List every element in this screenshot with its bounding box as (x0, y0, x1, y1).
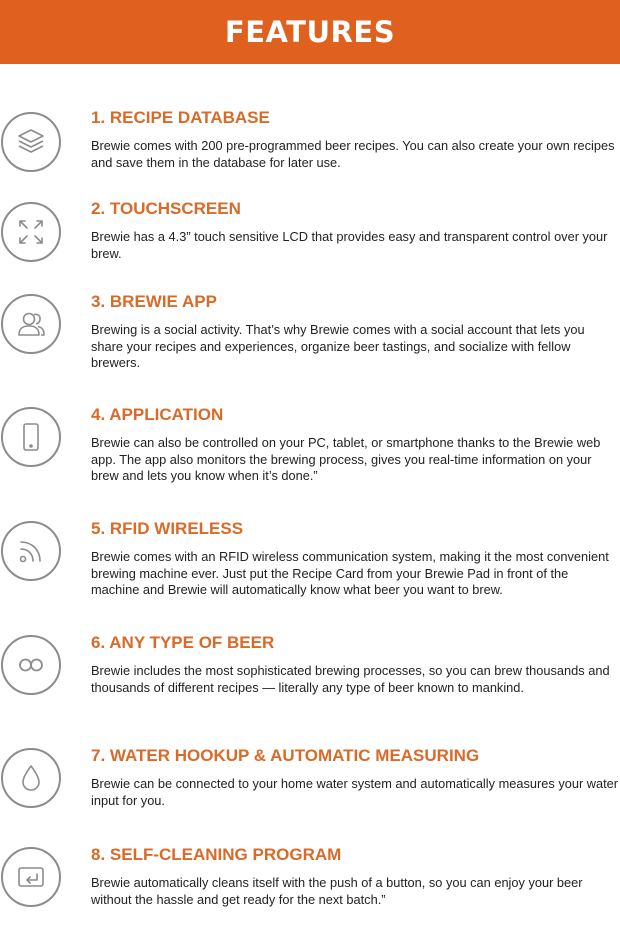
page-title: FEATURES (224, 15, 396, 49)
screen-return-icon (1, 847, 61, 907)
feature-title: 6. ANY TYPE OF BEER (91, 633, 275, 652)
smartphone-icon (1, 407, 61, 467)
feature-description: Brewie can also be controlled on your PC, tablet, or smartphone thanks to the Brewie web app. The app also monitors the brewing process, gives you real-time information on your brew and lets you know when it’s done.” (91, 435, 601, 483)
rss-wireless-icon (1, 521, 61, 581)
feature-title: 3. BREWIE APP (91, 292, 217, 311)
feature-title: 1. RECIPE DATABASE (91, 108, 270, 127)
feature-description: Brewie comes with 200 pre-programmed beer recipes. You can also create your own recipes and save them in the database for later use. (91, 138, 615, 170)
feature-description: Brewie can be connected to your home water system and automatically measures your water input for you. (91, 776, 619, 808)
feature-description: Brewie includes the most sophisticated brewing processes, so you can brew thousands and thousands of different recipes — literally any type of beer known to mankind. (91, 663, 610, 695)
feature-description: Brewie has a 4.3” touch sensitive LCD that provides easy and transparent control over your brew. (91, 229, 608, 261)
feature-title: 4. APPLICATION (91, 405, 224, 424)
infinity-icon (1, 635, 61, 695)
users-icon (1, 294, 61, 354)
feature-title: 5. RFID WIRELESS (91, 519, 244, 538)
feature-title: 2. TOUCHSCREEN (91, 199, 241, 218)
expand-icon (1, 202, 61, 262)
feature-description: Brewing is a social activity. That’s why Brewie comes with a social account that lets you share your recipes and experiences, organize beer tastings, and socialize with fellow brewers. (91, 322, 585, 370)
feature-title: 7. WATER HOOKUP & AUTOMATIC MEASURING (91, 746, 480, 765)
water-drop-icon (1, 748, 61, 808)
feature-description: Brewie automatically cleans itself with the push of a button, so you can enjoy your beer without the hassle and get ready for the next batch.” (91, 875, 583, 907)
layers-icon (1, 112, 61, 172)
features-header (0, 0, 620, 64)
feature-title: 8. SELF-CLEANING PROGRAM (91, 845, 342, 864)
feature-description: Brewie comes with an RFID wireless communication system, making it the most convenient brewing machine ever. Just put the Recipe Card from your Brewie Pad in front of the machine and Brewie will automatically know what beer you want to brew. (91, 549, 609, 597)
